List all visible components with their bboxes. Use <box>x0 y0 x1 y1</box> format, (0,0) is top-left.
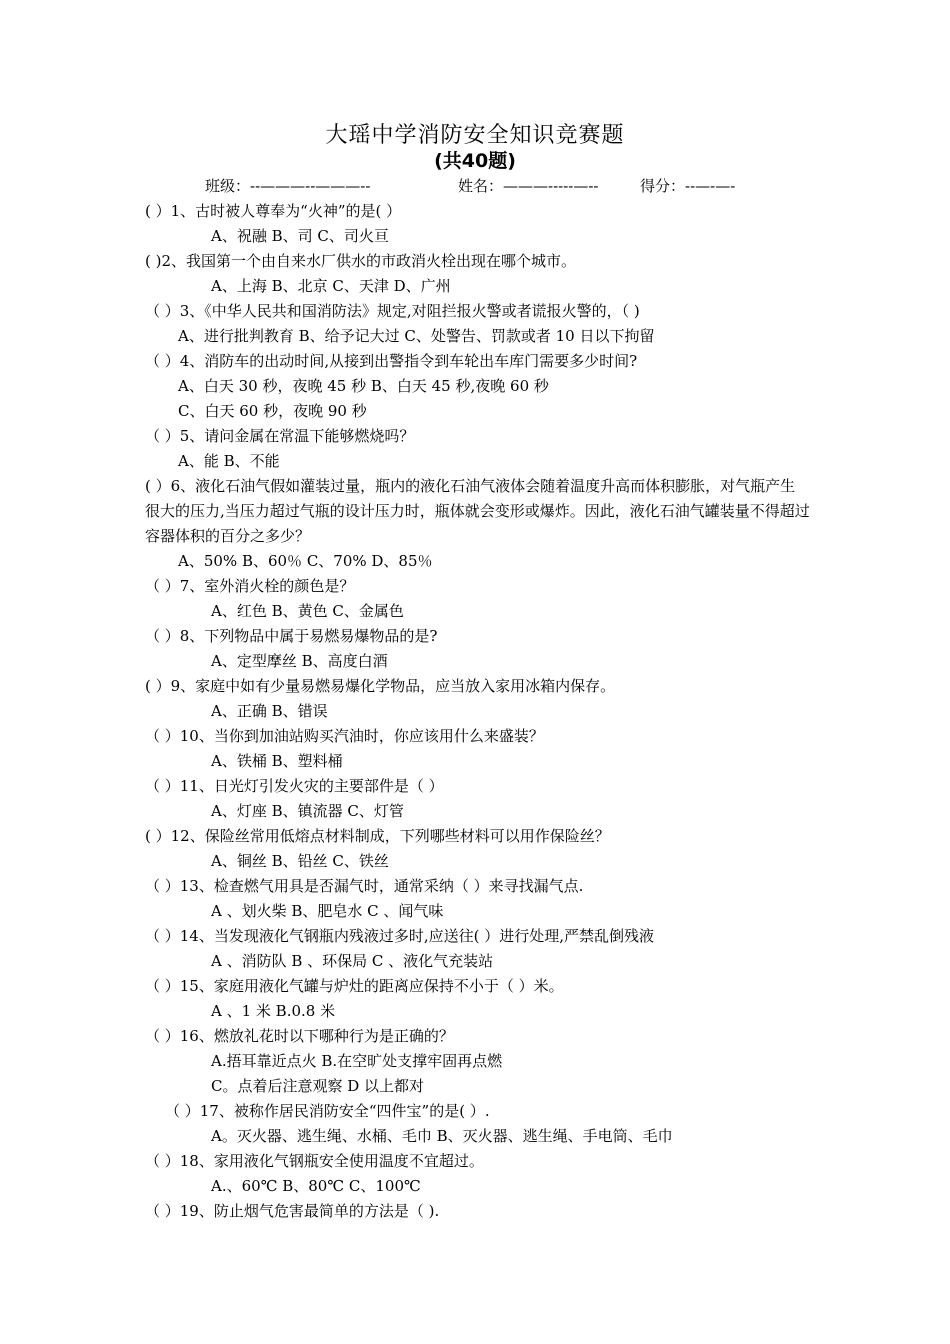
question-13: （ ）13、检查燃气用具是否漏气时，通常采纳（ ）来寻找漏气点. <box>145 877 584 895</box>
class-field: 班级：--———--———-- <box>205 177 371 195</box>
question-6: ( ）6、液化石油气假如灌装过量，瓶内的液化石油气液体会随着温度升高而体积膨胀，对气瓶产生很大的压力,当压力超过气瓶的设计压力时，瓶体就会变形或爆炸。因此，液化石油气罐装量不得超过容器体积的百分之多少？ <box>145 477 810 545</box>
question-19: （ ）19、防止烟气危害最简单的方法是（ ). <box>145 1202 440 1220</box>
options-7: A、红色 B、黄色 C、金属色 <box>211 602 404 620</box>
options-13: A 、划火柴 B、肥皂水 C 、闻气味 <box>211 902 444 920</box>
question-15: （ ）15、家庭用液化气罐与炉灶的距离应保持不小于（ ）米。 <box>145 977 564 995</box>
question-10: （ ）10、当你到加油站购买汽油时，你应该用什么来盛装？ <box>145 727 544 745</box>
question-12: ( ）12、保险丝常用低熔点材料制成，下列哪些材料可以用作保险丝？ <box>145 827 610 845</box>
options-12: A、铜丝 B、铅丝 C、铁丝 <box>211 852 389 870</box>
info-row <box>0 174 950 198</box>
options-9: A、正确 B、错误 <box>211 702 328 720</box>
question-3: （ ）3、《中华人民共和国消防法》规定,对阻拦报火警或者谎报火警的，（ ) <box>145 302 640 320</box>
question-4: （ ）4、消防车的出动时间,从接到出警指令到车轮出车库门需要多少时间? <box>145 352 638 370</box>
page-subtitle: (共40题) <box>434 150 516 172</box>
question-9: ( ）9、家庭中如有少量易燃易爆化学物品，应当放入家用冰箱内保存。 <box>145 677 616 695</box>
question-14: （ ）14、当发现液化气钢瓶内残液过多时,应送往( ）进行处理,严禁乱倒残液 <box>145 927 655 945</box>
options-4b: C、白天 60 秒，夜晚 90 秒 <box>178 402 367 420</box>
page-title: 大瑶中学消防安全知识竞赛题 <box>325 123 625 148</box>
question-16: （ ）16、燃放礼花时以下哪种行为是正确的？ <box>145 1027 454 1045</box>
options-15: A 、1 米 B.0.8 米 <box>211 1002 336 1020</box>
question-11: （ ）11、日光灯引发火灾的主要部件是（ ） <box>145 777 444 795</box>
name-field: 姓名：———-----—-- <box>458 177 599 195</box>
question-7: （ ）7、室外消火栓的颜色是？ <box>145 577 355 595</box>
score-field: 得分：--—-—- <box>640 177 736 195</box>
question-5: （ ）5、请问金属在常温下能够燃烧吗？ <box>145 427 415 445</box>
options-5: A、能 B、不能 <box>178 452 280 470</box>
options-18: A.、60℃ B、80℃ C、100℃ <box>211 1177 421 1195</box>
options-16a: A.捂耳靠近点火 B.在空旷处支撑牢固再点燃 <box>211 1052 503 1070</box>
question-1: ( ）1、古时被人尊奉为“火神”的是( ） <box>145 202 402 220</box>
options-11: A、灯座 B、镇流器 C、灯管 <box>211 802 404 820</box>
options-14: A 、消防队 B 、环保局 C 、液化气充装站 <box>211 952 494 970</box>
question-17: （ ）17、被称作居民消防安全“四件宝”的是( ）. <box>165 1102 490 1120</box>
options-17: A。灭火器、逃生绳、水桶、毛巾 B、灭火器、逃生绳、手电筒、毛巾 <box>211 1127 673 1145</box>
question-8: （ ）8、下列物品中属于易燃易爆物品的是? <box>145 627 438 645</box>
options-6: A、50% B、60％ C、70% D、85％ <box>178 552 433 570</box>
options-10: A、铁桶 B、塑料桶 <box>211 752 343 770</box>
question-18: （ ）18、家用液化气钢瓶安全使用温度不宜超过。 <box>145 1152 484 1170</box>
question-2: ( )2、我国第一个由自来水厂供水的市政消火栓出现在哪个城市。 <box>145 252 577 270</box>
options-1: A、祝融 B、司 C、司火亘 <box>211 227 389 245</box>
options-3: A、进行批判教育 B、给予记大过 C、处警告、罚款或者 10 日以下拘留 <box>178 327 655 345</box>
options-2: A、上海 B、北京 C、天津 D、广州 <box>211 277 451 295</box>
options-8: A、定型摩丝 B、高度白酒 <box>211 652 388 670</box>
options-16b: C。点着后注意观察 D 以上都对 <box>211 1077 425 1095</box>
options-4a: A、白天 30 秒，夜晚 45 秒 B、白天 45 秒,夜晚 60 秒 <box>178 377 549 395</box>
